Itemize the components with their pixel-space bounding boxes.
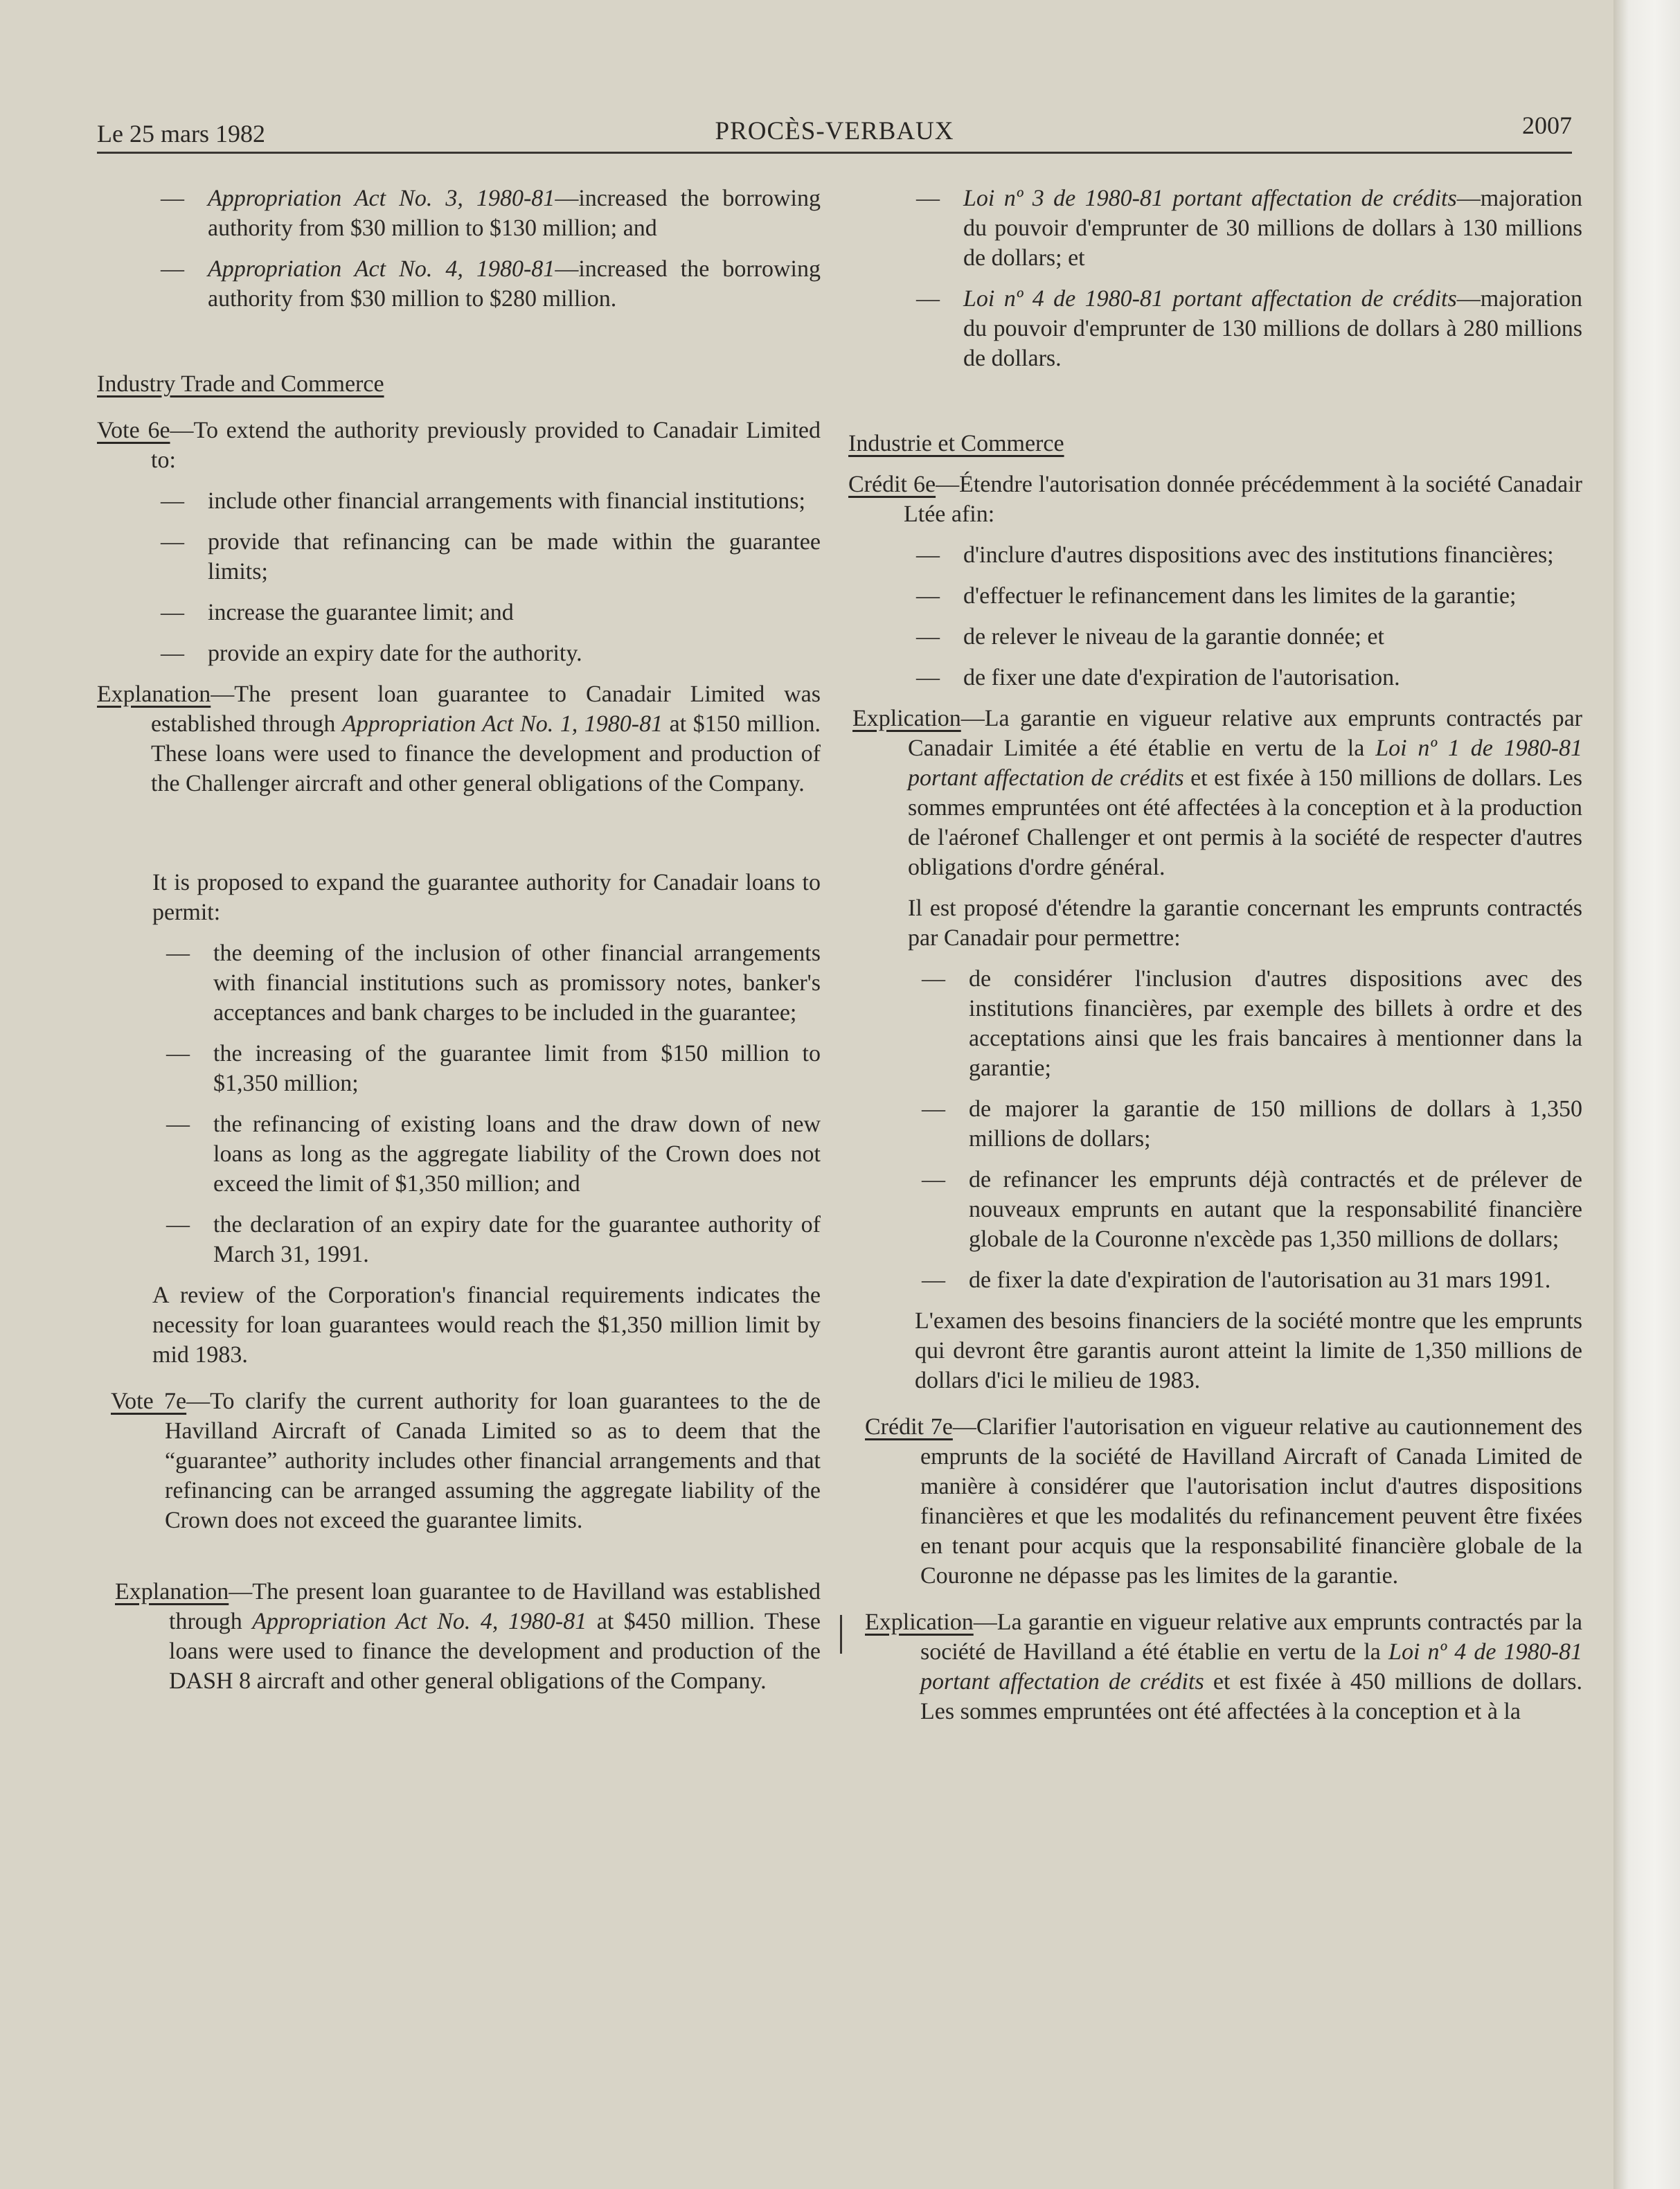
review-paragraph: A review of the Corporation's financial requirements indicates the necessity for loan guarantees would reach the $1,350 million limit by mid 1983. xyxy=(152,1283,821,1368)
list-item: — Loi nº 3 de 1980-81 portant affectation de crédits—majoration du pouvoir d'emprunter de 30 millions de dollars à 130 millions de dollars; et xyxy=(916,186,1582,271)
vote-label: Vote 6e xyxy=(97,418,170,443)
explanation-label: Explication xyxy=(865,1609,974,1635)
list-item: — increase the guarantee limit; and xyxy=(161,600,514,625)
explanation-label: Explanation xyxy=(97,681,211,707)
list-item: — provide that refinancing can be made within the guarantee limits; xyxy=(161,529,821,584)
french-column xyxy=(848,184,1582,1726)
list-item: — d'effectuer le refinancement dans les limites de la garantie; xyxy=(916,583,1517,609)
header-date: Le 25 mars 1982 xyxy=(97,120,265,148)
explanation-paragraph: Explication—La garantie en vigueur relative aux emprunts contractés par la société de Havilland a été établie en vertu de la Loi nº 4 de 1980-81 portant affectation de crédits et est fixée à 450 millions de dollars. Les sommes empruntées ont été affectées à la conception et à la xyxy=(865,1609,1582,1724)
vote-paragraph: Vote 6e—To extend the authority previously provided to Canadair Limited to: xyxy=(97,418,821,473)
header-title: PROCÈS-VERBAUX xyxy=(715,117,954,145)
list-item: — Appropriation Act No. 4, 1980-81—increased the borrowing authority from $30 million to $280 million. xyxy=(161,256,821,312)
page-edge xyxy=(1614,0,1680,2189)
review-paragraph: L'examen des besoins financiers de la société montre que les emprunts qui devront être garantis auront atteint la limite de 1,350 millions de dollars d'ici le milieu de 1983. xyxy=(915,1308,1582,1393)
credit-paragraph: Crédit 7e—Clarifier l'autorisation en vigueur relative au cautionnement des emprunts de la société de Havilland Aircraft of Canada Limited de manière à considérer que l'autorisation inclut d'autres dispositions financières et que les modalités du refinancement peuvent être fixées en tenant pour acquis que la responsabilité financière globale de la Couronne ne dépasse pas les limites de la garantie. xyxy=(865,1414,1583,1589)
credit-paragraph: Crédit 6e—Étendre l'autorisation donnée précédemment à la société Canadair Ltée afin: xyxy=(848,472,1582,527)
explanation-paragraph: Explication—La garantie en vigueur relative aux emprunts contractés par Canadair Limitée a été établie en vertu de la Loi nº 1 de 1980-81 portant affectation de crédits et est fixée à 150 millions de dollars. Les sommes empruntées ont été affectées à la conception et à la production de l'aéronef Challenger et ont permis à la société de respecter d'autres obligations d'ordre général. xyxy=(852,706,1583,880)
list-item: — provide an expiry date for the authority. xyxy=(161,641,582,666)
list-item: — d'inclure d'autres dispositions avec des institutions financières; xyxy=(916,542,1554,568)
list-item: — de considérer l'inclusion d'autres dispositions avec des institutions financières, par exemple des billets à ordre et des acceptations ainsi que les frais bancaires à mentionner dans la garantie; xyxy=(922,966,1582,1081)
proposal-paragraph: Il est proposé d'étendre la garantie concernant les emprunts contractés par Canadair pour permettre: xyxy=(908,895,1582,951)
list-item: — de majorer la garantie de 150 millions de dollars à 1,350 millions de dollars; xyxy=(922,1096,1582,1152)
section-heading: Industrie et Commerce xyxy=(848,431,1064,456)
header-rule xyxy=(97,152,1572,154)
english-column xyxy=(97,184,821,1696)
list-item: — the increasing of the guarantee limit from $150 million to $1,350 million; xyxy=(166,1041,821,1096)
list-item: — include other financial arrangements with financial institutions; xyxy=(161,488,805,514)
section-heading: Industry Trade and Commerce xyxy=(97,371,384,397)
vote-label: Vote 7e xyxy=(111,1388,187,1414)
list-item: — de fixer une date d'expiration de l'autorisation. xyxy=(916,665,1400,690)
explanation-label: Explanation xyxy=(115,1579,229,1605)
list-item: — the refinancing of existing loans and the draw down of new loans as long as the aggregate liability of the Crown does not exceed the limit of $1,350 million; and xyxy=(166,1111,821,1197)
vote-paragraph: Vote 7e—To clarify the current authority for loan guarantees to the de Havilland Aircraft of Canada Limited so as to deem that the “guarantee” authority includes other financial arrangements and that refinancing can be arranged assuming the aggregate liability of the Crown does not exceed the guarantee limits. xyxy=(111,1388,821,1533)
list-item: — de relever le niveau de la garantie donnée; et xyxy=(916,624,1384,650)
list-item: — the declaration of an expiry date for the guarantee authority of March 31, 1991. xyxy=(166,1212,821,1267)
list-item: — de fixer la date d'expiration de l'autorisation au 31 mars 1991. xyxy=(922,1267,1551,1293)
list-item: — Loi nº 4 de 1980-81 portant affectation de crédits—majoration du pouvoir d'emprunter de 130 millions de dollars à 280 millions de dollars. xyxy=(916,286,1582,371)
page-number: 2007 xyxy=(1522,111,1572,139)
list-item: — de refinancer les emprunts déjà contractés et de prélever de nouveaux emprunts en autant que la responsabilité financière globale de la Couronne n'excède pas 1,350 millions de dollars; xyxy=(922,1167,1582,1252)
revision-bar xyxy=(840,1615,842,1654)
explanation-paragraph: Explanation—The present loan guarantee to Canadair Limited was established through Appropriation Act No. 1, 1980-81 at $150 million. These loans were used to finance the development and production of the Challenger aircraft and other general obligations of the Company. xyxy=(97,681,821,796)
explanation-paragraph: Explanation—The present loan guarantee to de Havilland was established through Appropriation Act No. 4, 1980-81 at $450 million. These loans were used to finance the development and production of the DASH 8 aircraft and other general obligations of the Company. xyxy=(115,1579,821,1694)
list-item: — the deeming of the inclusion of other financial arrangements with financial institutions such as promissory notes, banker's acceptances and bank charges to be included in the guarantee; xyxy=(166,940,821,1026)
credit-label: Crédit 6e xyxy=(848,472,936,497)
proposal-paragraph: It is proposed to expand the guarantee authority for Canadair loans to permit: xyxy=(152,870,821,925)
credit-label: Crédit 7e xyxy=(865,1414,953,1440)
page-header xyxy=(97,111,1572,152)
list-item: — Appropriation Act No. 3, 1980-81—increased the borrowing authority from $30 million to $130 million; and xyxy=(161,186,821,241)
explanation-label: Explication xyxy=(852,706,961,731)
